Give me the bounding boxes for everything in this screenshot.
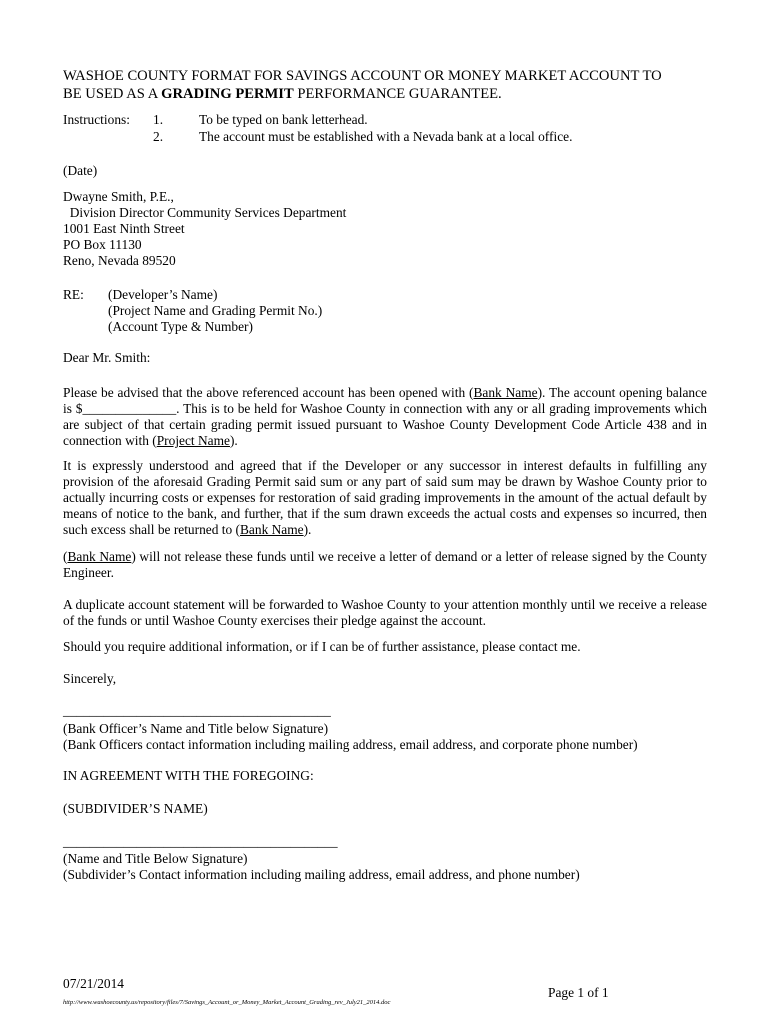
document-title <box>63 67 713 103</box>
title-line-2-suffix: PERFORMANCE GUARANTEE. <box>293 86 502 102</box>
project-name-field: Project Name <box>156 433 230 448</box>
recipient-po-box: PO Box 11130 <box>63 237 142 252</box>
subdivider-name-label: (Name and Title Below Signature) <box>63 851 248 866</box>
re-line-account: (Account Type & Number) <box>108 319 253 334</box>
bank-officer-name-label: (Bank Officer’s Name and Title below Signature) <box>63 721 329 736</box>
bank-name-field: Bank Name <box>240 522 304 537</box>
re-line-project: (Project Name and Grading Permit No.) <box>108 303 323 318</box>
bank-name-field: Bank Name <box>473 385 538 400</box>
re-label: RE: <box>63 287 84 302</box>
instruction-text-2: The account must be established with a Nevada bank at a local office. <box>199 129 573 144</box>
recipient-name: Dwayne Smith, P.E., <box>63 189 174 204</box>
instruction-num-2: 2. <box>153 129 164 144</box>
recipient-title: Division Director Community Services Department <box>63 205 347 220</box>
subdivider-name: (SUBDIVIDER’S NAME) <box>63 801 208 816</box>
footer-file-path: http://www.washoecounty.us/repository/files/7/Savings_Account_or_Money_Market_Account_Grading_rev_July21_2014.doc <box>63 999 391 1006</box>
subdivider-contact-label: (Subdivider’s Contact information including mailing address, email address, and phone number) <box>63 867 580 882</box>
closing: Sincerely, <box>63 671 117 686</box>
salutation: Dear Mr. Smith: <box>63 350 151 365</box>
footer-page-number: Page 1 of 1 <box>548 985 609 1000</box>
paragraph-account-opened: Please be advised that the above referenced account has been opened with (Bank Name). The account opening balance is $______________. This is to be held for Washoe County in connection with any or all grading improvements which are subject of that certain grading permit issued pursuant to Washoe County Development Code Article 438 and in connection with (Project Name). <box>63 385 707 448</box>
instruction-text-1: To be typed on bank letterhead. <box>199 112 368 127</box>
bank-officer-contact-label: (Bank Officers contact information including mailing address, email address, and corporate phone number) <box>63 737 638 752</box>
bank-name-field: Bank Name <box>67 549 132 564</box>
paragraph-duplicate-statement: A duplicate account statement will be forwarded to Washoe County to your attention monthly until we receive a release of the funds or until Washoe County exercises their pledge against the account. <box>63 597 707 628</box>
title-line-2-prefix: BE USED AS A <box>63 86 162 102</box>
subdivider-signature-line: _________________________________________ <box>63 834 338 849</box>
footer-date: 07/21/2014 <box>63 976 125 991</box>
paragraph-release-funds: (Bank Name) will not release these funds until we receive a letter of demand or a letter of release signed by the County Engineer. <box>63 549 707 580</box>
date-placeholder: (Date) <box>63 163 98 178</box>
title-line-2-bold: GRADING PERMIT <box>161 86 294 102</box>
instruction-num-1: 1. <box>153 112 164 127</box>
re-line-developer: (Developer’s Name) <box>108 287 218 302</box>
agreement-heading: IN AGREEMENT WITH THE FOREGOING: <box>63 768 314 783</box>
recipient-street: 1001 East Ninth Street <box>63 221 185 236</box>
bank-signature-line: ________________________________________ <box>63 703 331 718</box>
instructions-label: Instructions: <box>63 112 130 127</box>
recipient-city: Reno, Nevada 89520 <box>63 253 176 268</box>
paragraph-contact: Should you require additional information, or if I can be of further assistance, please contact me. <box>63 639 581 654</box>
title-line-1: WASHOE COUNTY FORMAT FOR SAVINGS ACCOUNT OR MONEY MARKET ACCOUNT TO <box>63 68 662 84</box>
paragraph-default-terms: It is expressly understood and agreed that if the Developer or any successor in interest defaults in fulfilling any provision of the aforesaid Grading Permit said sum or any part of said sum may be drawn by Washoe County prior to actually incurring costs or expenses for restoration of said grading improvements in the amount of the actual default by means of notice to the bank, and further, that if the sum drawn exceeds the actual costs and expenses so incurred, then such excess shall be returned to (Bank Name). <box>63 458 707 537</box>
